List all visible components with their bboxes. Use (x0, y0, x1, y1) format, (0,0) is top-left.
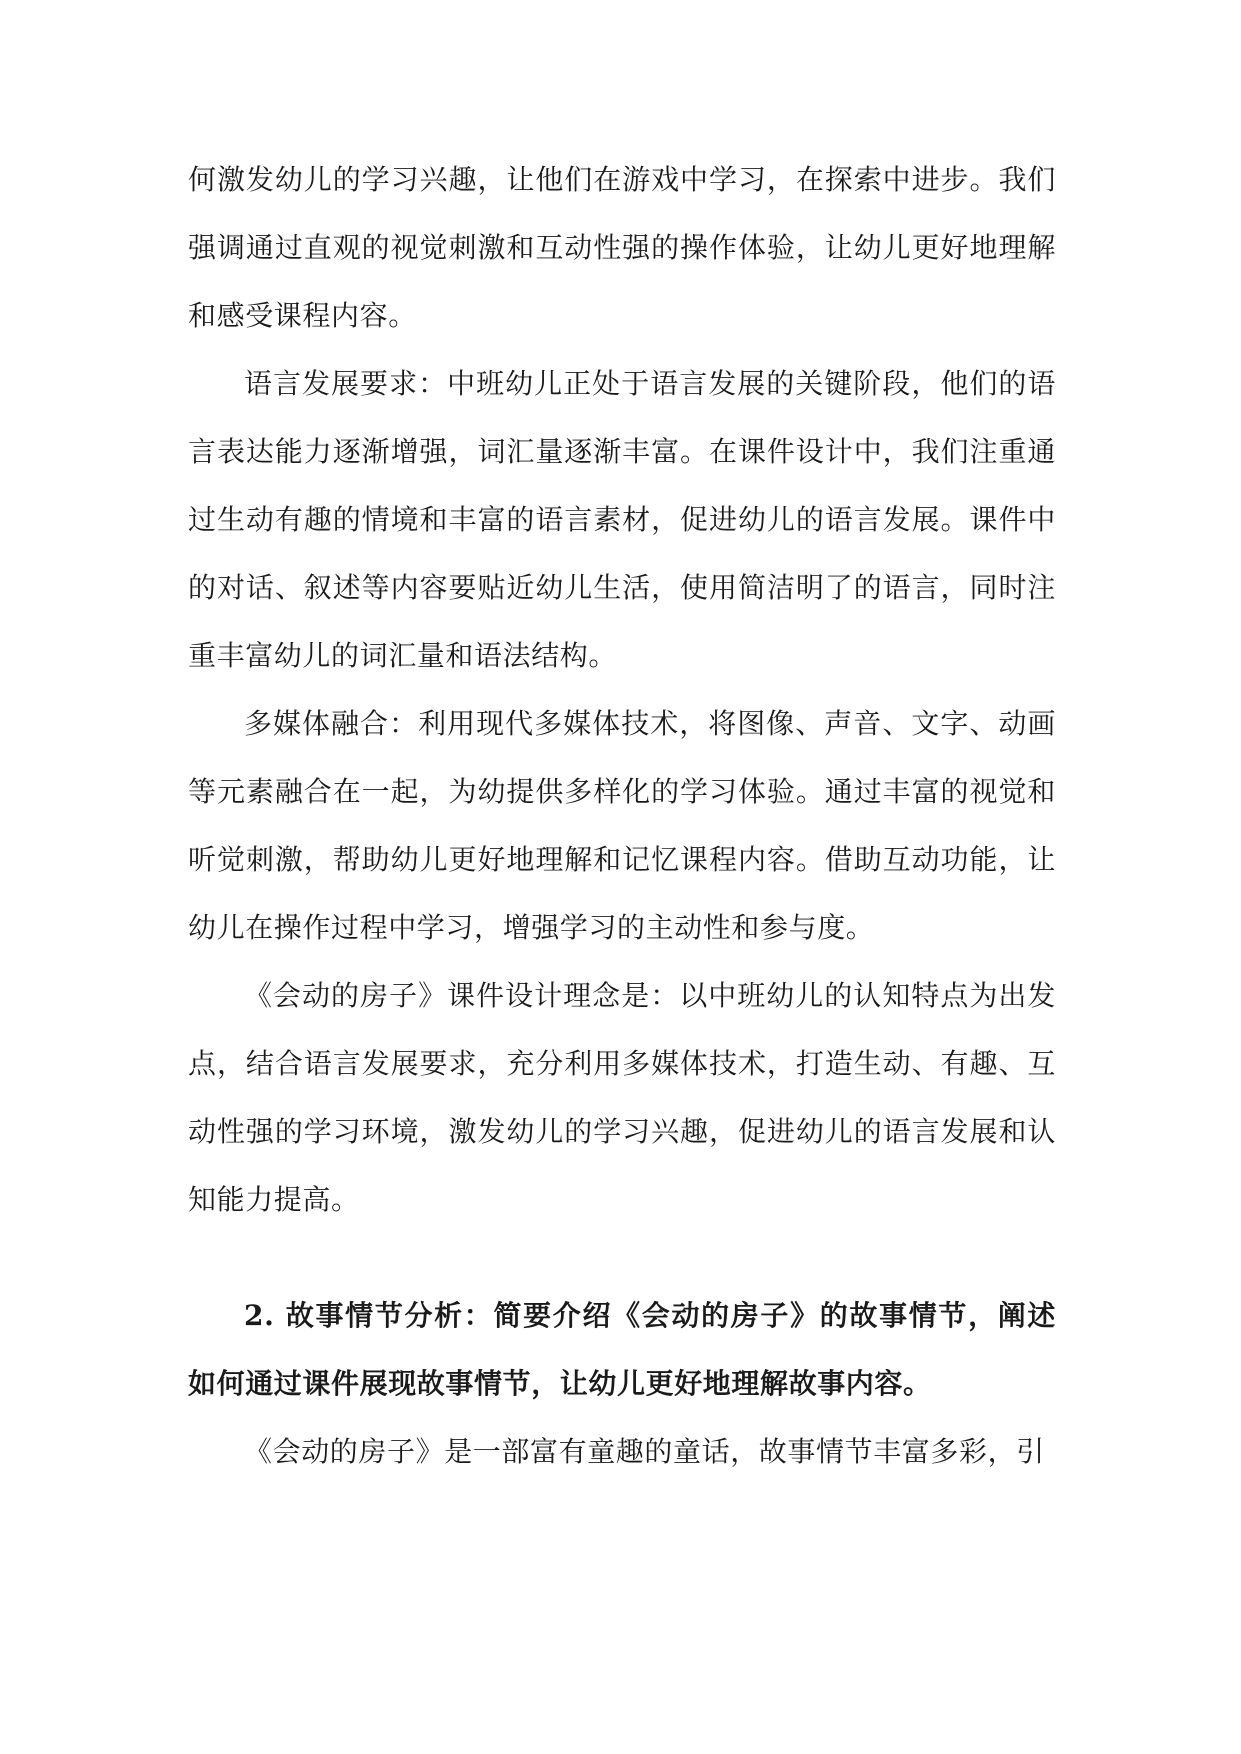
section-heading-story-analysis: 2. 故事情节分析：简要介绍《会动的房子》的故事情节，阐述如何通过课件展现故事情节，让幼儿更好地理解故事内容。 (188, 1299, 1056, 1400)
document-body (188, 146, 1056, 1486)
paragraph-language-requirements: 语言发展要求：中班幼儿正处于语言发展的关键阶段，他们的语言表达能力逐渐增强，词汇量逐渐丰富。在课件设计中，我们注重通过生动有趣的情境和丰富的语言素材，促进幼儿的语言发展。课件中的对话、叙述等内容要贴近幼儿生活，使用简洁明了的语言，同时注重丰富幼儿的词汇量和语法结构。 (188, 367, 1056, 672)
paragraph-story-intro: 《会动的房子》是一部富有童趣的童话，故事情节丰富多彩，引 (244, 1435, 1045, 1468)
paragraph-continued: 何激发幼儿的学习兴趣，让他们在游戏中学习，在探索中进步。我们强调通过直观的视觉刺激和互动性强的操作体验，让幼儿更好地理解和感受课程内容。 (188, 163, 1056, 332)
paragraph-design-concept: 《会动的房子》课件设计理念是：以中班幼儿的认知特点为出发点，结合语言发展要求，充分利用多媒体技术，打造生动、有趣、互动性强的学习环境，激发幼儿的学习兴趣，促进幼儿的语言发展和认知能力提高。 (188, 979, 1056, 1216)
paragraph-multimedia: 多媒体融合：利用现代多媒体技术，将图像、声音、文字、动画等元素融合在一起，为幼提供多样化的学习体验。通过丰富的视觉和听觉刺激，帮助幼儿更好地理解和记忆课程内容。借助互动功能，让幼儿在操作过程中学习，增强学习的主动性和参与度。 (188, 707, 1056, 944)
